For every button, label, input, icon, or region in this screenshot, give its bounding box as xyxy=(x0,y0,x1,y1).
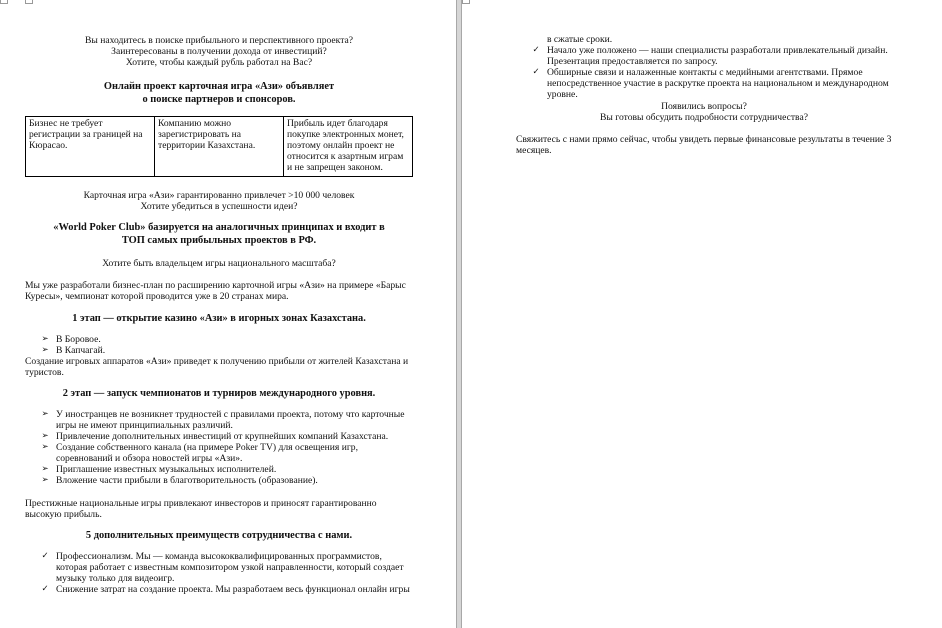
list-item-text: Начало уже положено — наши специалисты разработали привлекательный дизайн. Презентация предоставляется по запросу. xyxy=(547,45,888,67)
arrow-bullet-icon: ➢ xyxy=(41,475,49,485)
intro-block xyxy=(25,35,413,68)
list-item xyxy=(25,551,413,584)
intro-line: Вы находитесь в поиске прибыльного и перспективного проекта? xyxy=(84,35,354,46)
list-item-text: Приглашение известных музыкальных исполнителей. xyxy=(56,464,277,475)
guarantee-line: Хотите убедиться в успешности идеи? xyxy=(140,201,298,212)
wpc-heading-line: «World Poker Club» базируется на аналогичных принципах и входит в xyxy=(53,222,385,233)
checkmark-bullet-icon: ✓ xyxy=(532,45,540,55)
table-cell: Компанию можно зарегистрировать на территории Казахстана. xyxy=(155,117,284,177)
arrow-bullet-icon: ➢ xyxy=(41,334,49,344)
arrow-bullet-icon: ➢ xyxy=(41,464,49,474)
list-item-text: Привлечение дополнительных инвестиций от крупнейших компаний Казахстана. xyxy=(56,431,389,442)
margin-marker xyxy=(462,0,470,4)
table-cell: Прибыль идет благодаря покупке электронных монет, поэтому онлайн проект не относится к азартным играм и не запрещен законом. xyxy=(284,117,413,177)
business-plan-paragraph: Мы уже разработали бизнес-план по расширению карточной игры «Ази» на примере «Барыс Куресы», чемпионат которой проводится уже в 20 странах мира. xyxy=(25,280,406,302)
stage1-list xyxy=(25,334,413,356)
contact-paragraph: Свяжитесь с нами прямо сейчас, чтобы увидеть первые финансовые результаты в течение 3 месяцев. xyxy=(516,134,892,156)
wpc-heading-line: ТОП самых прибыльных проектов в РФ. xyxy=(121,235,317,246)
checkmark-bullet-icon: ✓ xyxy=(41,584,49,594)
margin-marker xyxy=(0,0,8,4)
list-item-text: Создание собственного канала (на примере Poker TV) для освещения игр, соревнований и обзора новостей игры «Ази». xyxy=(56,442,358,464)
stage1-paragraph: Создание игровых аппаратов «Ази» приведет к получению прибыли от жителей Казахстана и туристов. xyxy=(25,356,409,378)
question-line: Появились вопросы? xyxy=(661,101,747,112)
list-item-text: Профессионализм. Мы — команда высококвалифицированных программистов, которая работает с известным композитором узкой направленности, который создает музыку только для видеоигр. xyxy=(56,551,404,584)
continued-list xyxy=(516,34,892,100)
list-item-text: в сжатые сроки. xyxy=(547,34,613,45)
list-item xyxy=(25,345,413,356)
list-item xyxy=(25,442,413,464)
list-item xyxy=(25,334,413,345)
info-table xyxy=(25,116,413,177)
list-item-text: Снижение затрат на создание проекта. Мы разработаем весь функционал онлайн игры xyxy=(56,584,410,595)
checkmark-bullet-icon: ✓ xyxy=(532,67,540,77)
intro-line: Хотите, чтобы каждый рубль работал на Вас? xyxy=(125,57,313,68)
list-item-text: Обширные связи и налаженные контакты с медийными агентствами. Прямое непосредственное участие в раскрутке проекта на национальном и международном уровне. xyxy=(547,67,889,100)
prestige-paragraph: Престижные национальные игры привлекают инвесторов и приносят гарантированно высокую прибыль. xyxy=(25,498,377,520)
wpc-heading xyxy=(25,221,413,247)
list-item xyxy=(516,45,892,67)
arrow-bullet-icon: ➢ xyxy=(41,345,49,355)
headline-line: о поиске партнеров и спонсоров. xyxy=(142,94,296,105)
list-item xyxy=(25,409,413,431)
arrow-bullet-icon: ➢ xyxy=(41,431,49,441)
advantages-heading: 5 дополнительных преимуществ сотрудничества с нами. xyxy=(85,530,353,541)
list-item-text: У иностранцев не возникнет трудностей с правилами проекта, потому что карточные игры не имеют принципиальных различий. xyxy=(56,409,405,431)
headline-line: Онлайн проект карточная игра «Ази» объявляет xyxy=(103,81,335,92)
advantages-list xyxy=(25,551,413,595)
arrow-bullet-icon: ➢ xyxy=(41,442,49,452)
questions-block xyxy=(516,101,892,123)
list-item-text: В Боровое. xyxy=(56,334,101,345)
headline xyxy=(25,80,413,106)
guarantee-line: Карточная игра «Ази» гарантированно привлечет >10 000 человек xyxy=(83,190,355,201)
list-item-text: Вложение части прибыли в благотворительность (образование). xyxy=(56,475,318,486)
list-item xyxy=(25,475,413,486)
table-cell: Бизнес не требует регистрации за границей на Кюрасао. xyxy=(26,117,155,177)
list-item-continuation xyxy=(516,34,892,45)
list-item xyxy=(516,67,892,100)
list-item xyxy=(25,464,413,475)
question-line: Вы готовы обсудить подробности сотрудничества? xyxy=(600,112,808,123)
document-page-left[interactable] xyxy=(0,0,457,628)
stage1-heading: 1 этап — открытие казино «Ази» в игорных зонах Казахстана. xyxy=(72,313,366,324)
arrow-bullet-icon: ➢ xyxy=(41,409,49,419)
table-row xyxy=(26,117,413,177)
guarantee-block xyxy=(25,190,413,212)
intro-line: Заинтересованы в получении дохода от инвестиций? xyxy=(111,46,327,57)
stage2-list xyxy=(25,409,413,486)
stage2-heading: 2 этап — запуск чемпионатов и турниров международного уровня. xyxy=(62,388,376,399)
document-page-right[interactable] xyxy=(461,0,942,628)
list-item xyxy=(25,584,413,595)
checkmark-bullet-icon: ✓ xyxy=(41,551,49,561)
owner-question: Хотите быть владельцем игры национального масштаба? xyxy=(102,258,336,269)
list-item xyxy=(25,431,413,442)
list-item-text: В Капчагай. xyxy=(56,345,106,356)
